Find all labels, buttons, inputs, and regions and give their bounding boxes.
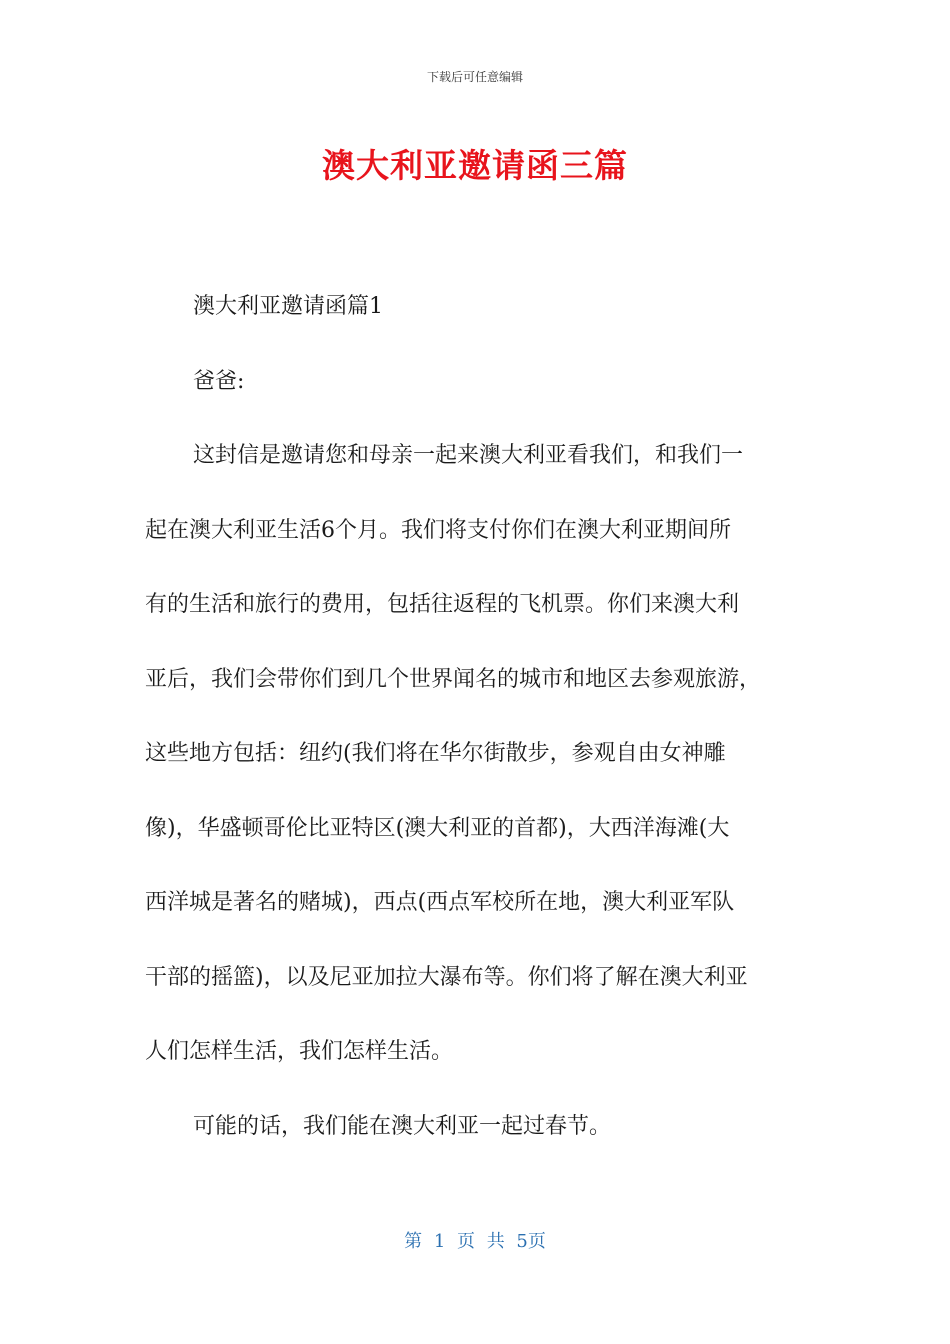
body-line: 有的生活和旅行的费用，包括往返程的飞机票。你们来澳大利	[145, 592, 740, 617]
section-heading: 澳大利亚邀请函篇1	[193, 294, 383, 319]
closing-paragraph: 可能的话，我们能在澳大利亚一起过春节。	[193, 1113, 612, 1139]
body-line: 亚后，我们会带你们到几个世界闻名的城市和地区去参观旅游，	[145, 666, 762, 692]
document-title: 澳大利亚邀请函三篇	[322, 146, 628, 185]
document-body	[145, 270, 805, 1164]
header-note: 下载后可任意编辑	[426, 70, 523, 84]
salutation: 爸爸:	[193, 368, 245, 394]
body-line: 这封信是邀请您和母亲一起来澳大利亚看我们，和我们一	[193, 443, 744, 468]
body-line: 像)，华盛顿哥伦比亚特区(澳大利亚的首都)，大西洋海滩(大	[145, 815, 730, 841]
body-line: 起在澳大利亚生活6个月。我们将支付你们在澳大利亚期间所	[145, 517, 731, 543]
body-line: 干部的摇篮)，以及尼亚加拉大瀑布等。你们将了解在澳大利亚	[145, 964, 748, 990]
body-line: 人们怎样生活，我们怎样生活。	[145, 1039, 454, 1064]
page-number-footer: 第 1 页 共 5页	[404, 1231, 546, 1252]
body-line: 这些地方包括：纽约(我们将在华尔街散步，参观自由女神雕	[145, 741, 726, 766]
body-line: 西洋城是著名的赌城)，西点(西点军校所在地，澳大利亚军队	[145, 890, 735, 915]
